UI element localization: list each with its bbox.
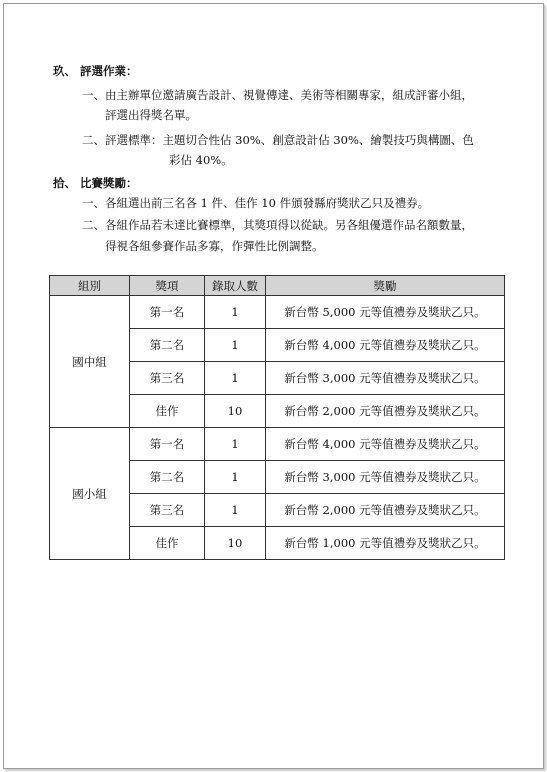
judging-item-1-number: 一、 (82, 88, 105, 102)
prize-cell: 新台幣 3,000 元等值禮券及獎狀乙只。 (266, 461, 505, 494)
awards-item-2-number: 二、 (82, 218, 105, 232)
prize-cell: 新台幣 5,000 元等值禮券及獎狀乙只。 (266, 296, 505, 329)
awards-item-2-line-1: 各組作品若未達比賽標準，其獎項得以從缺。另各組優選作品名額數量， (105, 218, 473, 232)
header-prize: 獎勵 (266, 276, 505, 296)
document-page (3, 3, 544, 769)
count-cell: 1 (205, 362, 266, 395)
count-cell: 1 (205, 494, 266, 527)
award-cell: 第三名 (130, 494, 205, 527)
award-cell: 佳作 (130, 527, 205, 560)
judging-item-2-line-1: 評選標準：主題切合性佔 30%、創意設計佔 30%、繪製技巧與構圖、色 (105, 133, 474, 147)
prize-cell: 新台幣 1,000 元等值禮券及獎狀乙只。 (266, 527, 505, 560)
awards-item-1-number: 一、 (82, 196, 105, 210)
table-row (50, 296, 505, 329)
award-cell: 第二名 (130, 461, 205, 494)
count-cell: 1 (205, 428, 266, 461)
prize-cell: 新台幣 2,000 元等值禮券及獎狀乙只。 (266, 494, 505, 527)
prize-cell: 新台幣 4,000 元等值禮券及獎狀乙只。 (266, 329, 505, 362)
table-row (50, 428, 505, 461)
award-cell: 第二名 (130, 329, 205, 362)
table-header-row (50, 276, 505, 296)
judging-item-1-line-2: 評選出得獎名單。 (105, 108, 197, 122)
section-awards-heading: 拾、 比賽獎勵： (53, 176, 138, 190)
judging-item-2-number: 二、 (82, 133, 105, 147)
award-cell: 第一名 (130, 296, 205, 329)
count-cell: 1 (205, 329, 266, 362)
count-cell: 10 (205, 527, 266, 560)
judging-item-1-line-1: 由主辦單位邀請廣告設計、視覺傳達、美術等相關專家，組成評審小組， (105, 88, 473, 102)
judging-item-2-line-2: 彩佔 40%。 (169, 153, 233, 167)
prize-cell: 新台幣 2,000 元等值禮券及獎狀乙只。 (266, 395, 505, 428)
section-judging-heading: 玖、 評選作業： (53, 64, 138, 78)
awards-item-2-line-2: 得視各組參賽作品多寡，作彈性比例調整。 (105, 239, 324, 253)
prize-cell: 新台幣 4,000 元等值禮券及獎狀乙只。 (266, 428, 505, 461)
count-cell: 10 (205, 395, 266, 428)
award-cell: 第一名 (130, 428, 205, 461)
group-name-junior-high: 國中組 (50, 296, 130, 428)
header-group: 組別 (50, 276, 130, 296)
award-table (49, 275, 505, 560)
count-cell: 1 (205, 296, 266, 329)
award-cell: 佳作 (130, 395, 205, 428)
header-count: 錄取人數 (205, 276, 266, 296)
award-cell: 第三名 (130, 362, 205, 395)
count-cell: 1 (205, 461, 266, 494)
header-award: 獎項 (130, 276, 205, 296)
group-name-elementary: 國小組 (50, 428, 130, 560)
prize-cell: 新台幣 3,000 元等值禮券及獎狀乙只。 (266, 362, 505, 395)
awards-item-1-line-1: 各組選出前三名各 1 件、佳作 10 件頒發縣府獎狀乙只及禮券。 (105, 196, 430, 210)
